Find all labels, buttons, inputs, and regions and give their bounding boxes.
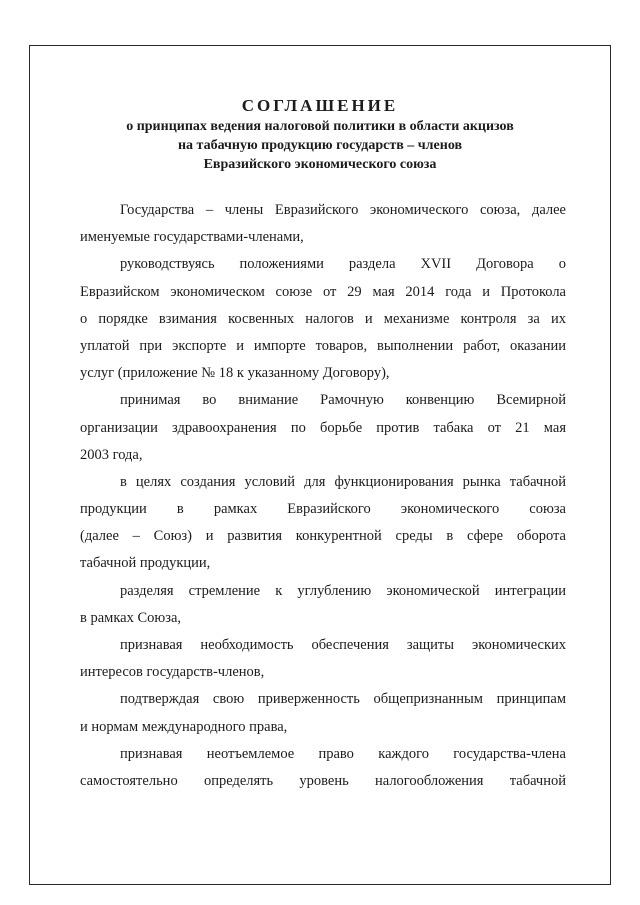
body-line: самостоятельно определять уровень налогообложения табачной [80, 772, 566, 789]
body-line: табачной продукции, [80, 555, 211, 572]
document-title: СОГЛАШЕНИЕ [241, 96, 399, 115]
body-line: (далее – Союз) и развития конкурентной среды в сфере оборота [80, 528, 566, 545]
body-line: руководствуясь положениями раздела XVII Договора о [120, 256, 566, 273]
body-line: уплатой при экспорте и импорте товаров, выполнении работ, оказании [80, 337, 566, 354]
body-line: продукции в рамках Евразийского экономического союза [80, 501, 566, 518]
body-line: Евразийском экономическом союзе от 29 мая 2014 года и Протокола [80, 283, 566, 300]
document-subtitle-line-2: на табачную продукцию государств – членов [177, 138, 463, 153]
body-line: и нормам международного права, [80, 718, 288, 735]
body-line: интересов государств-членов, [80, 664, 265, 681]
body-line: принимая во внимание Рамочную конвенцию Всемирной [120, 392, 566, 409]
body-line: признавая необходимость обеспечения защиты экономических [120, 637, 566, 653]
body-line: услуг (приложение № 18 к указанному Договору), [80, 365, 390, 382]
body-line: разделяя стремление к углублению экономической интеграции [120, 582, 566, 599]
body-line: подтверждая свою приверженность общепризнанным принципам [120, 691, 566, 708]
body-line: признавая неотъемлемое право каждого государства-члена [120, 745, 566, 762]
body-line: Государства – члены Евразийского экономического союза, далее [120, 202, 566, 218]
body-line: 2003 года, [80, 446, 143, 463]
body-line: организации здравоохранения по борьбе против табака от 21 мая [80, 419, 566, 436]
body-line: о порядке взимания косвенных налогов и механизме контроля за их [80, 310, 566, 327]
body-line: в целях создания условий для функционирования рынка табачной [120, 473, 566, 490]
body-line: именуемые государствами-членами, [80, 229, 304, 246]
document-subtitle-line-1: о принципах ведения налоговой политики в области акцизов [126, 119, 514, 134]
body-line: в рамках Союза, [80, 609, 182, 626]
document-body [80, 197, 566, 795]
document-subtitle-line-3: Евразийского экономического союза [203, 157, 437, 172]
